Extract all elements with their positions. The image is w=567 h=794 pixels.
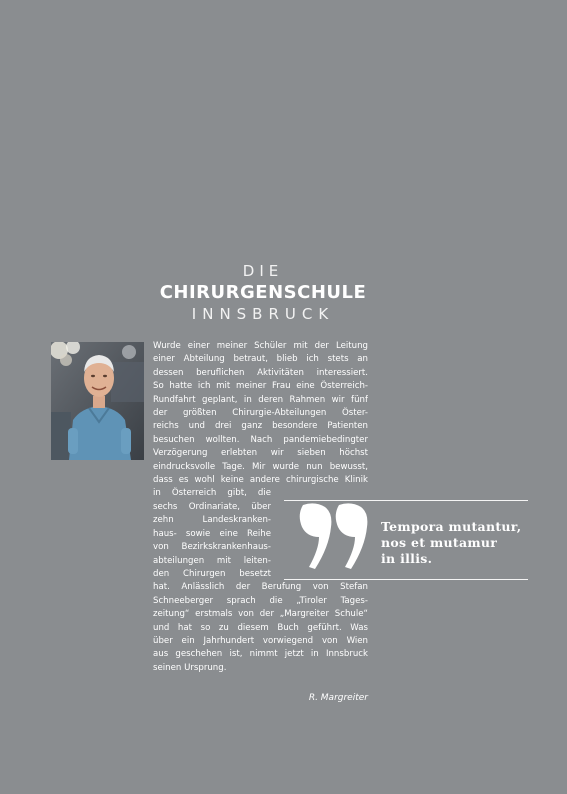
body-line: seinen Ursprung. <box>153 662 227 673</box>
body-line: haus- sowie eine Reihe <box>153 528 271 539</box>
body-line: Verzögerung erlebten wir sieben höchst <box>153 448 368 459</box>
title-innsbruck: INNSBRUCK <box>191 305 335 323</box>
body-line: der größten Chirurgie-Abteilungen Öster- <box>153 408 368 419</box>
body-line: So hatte ich mit meiner Frau eine Österreich- <box>153 381 368 392</box>
body-line: zeitung“ erstmals von der „Margreiter Schule“ <box>153 609 368 620</box>
quote-line-2: nos et mutamur <box>381 535 498 550</box>
body-line: Schneeberger sprach die „Tiroler Tages- <box>153 595 368 606</box>
body-line: über ein Jahrhundert vorwiegend von Wien <box>153 635 368 646</box>
body-line: dass es wohl keine andere chirurgische Klinik <box>153 475 368 486</box>
title-block <box>150 262 376 323</box>
body-line: aus geschehen ist, nimmt jetzt in Innsbruck <box>153 649 368 660</box>
quote-line-3: in illis. <box>381 551 433 566</box>
quote-line-1: Tempora mutantur, <box>381 519 522 534</box>
signature: R. Margreiter <box>308 693 368 703</box>
quote-mark-icon <box>293 497 373 577</box>
body-line: Wurde einer meiner Schüler mit der Leitung <box>153 341 368 351</box>
body-line: dessen beruflichen Aktivitäten interessiert. <box>153 367 368 378</box>
title-die: DIE <box>242 262 284 280</box>
body-line: einer Abteilung betraut, blieb ich stets an <box>153 354 368 365</box>
body-line: den Chirurgen besetzt <box>153 568 271 579</box>
body-line: von Bezirkskrankenhaus- <box>153 542 271 553</box>
body-line: in Österreich gibt, die <box>153 488 271 499</box>
body-line: eindrucksvolle Tage. Mir wurde nun bewusst, <box>153 461 368 472</box>
body-line: und hat so zu diesem Buch geführt. Was <box>153 622 368 633</box>
title-chirurgenschule: CHIRURGENSCHULE <box>159 282 367 303</box>
portrait-illustration <box>51 342 144 460</box>
body-line: reichs und drei ganz besondere Patienten <box>153 421 368 432</box>
quote-text <box>381 519 531 567</box>
body-line: sechs Ordinariate, über <box>153 501 271 512</box>
portrait-photo <box>51 342 144 460</box>
body-line: zehn Landeskranken- <box>153 515 271 526</box>
body-line: Rundfahrt geplant, in deren Rahmen wir fünf <box>153 394 368 405</box>
body-line: besuchen wollten. Nach pandemiebedingter <box>153 434 368 445</box>
body-line: hat. Anlässlich der Berufung von Stefan <box>153 582 368 593</box>
quote-rule-bottom <box>284 579 528 580</box>
body-line: abteilungen mit leiten- <box>153 555 271 566</box>
